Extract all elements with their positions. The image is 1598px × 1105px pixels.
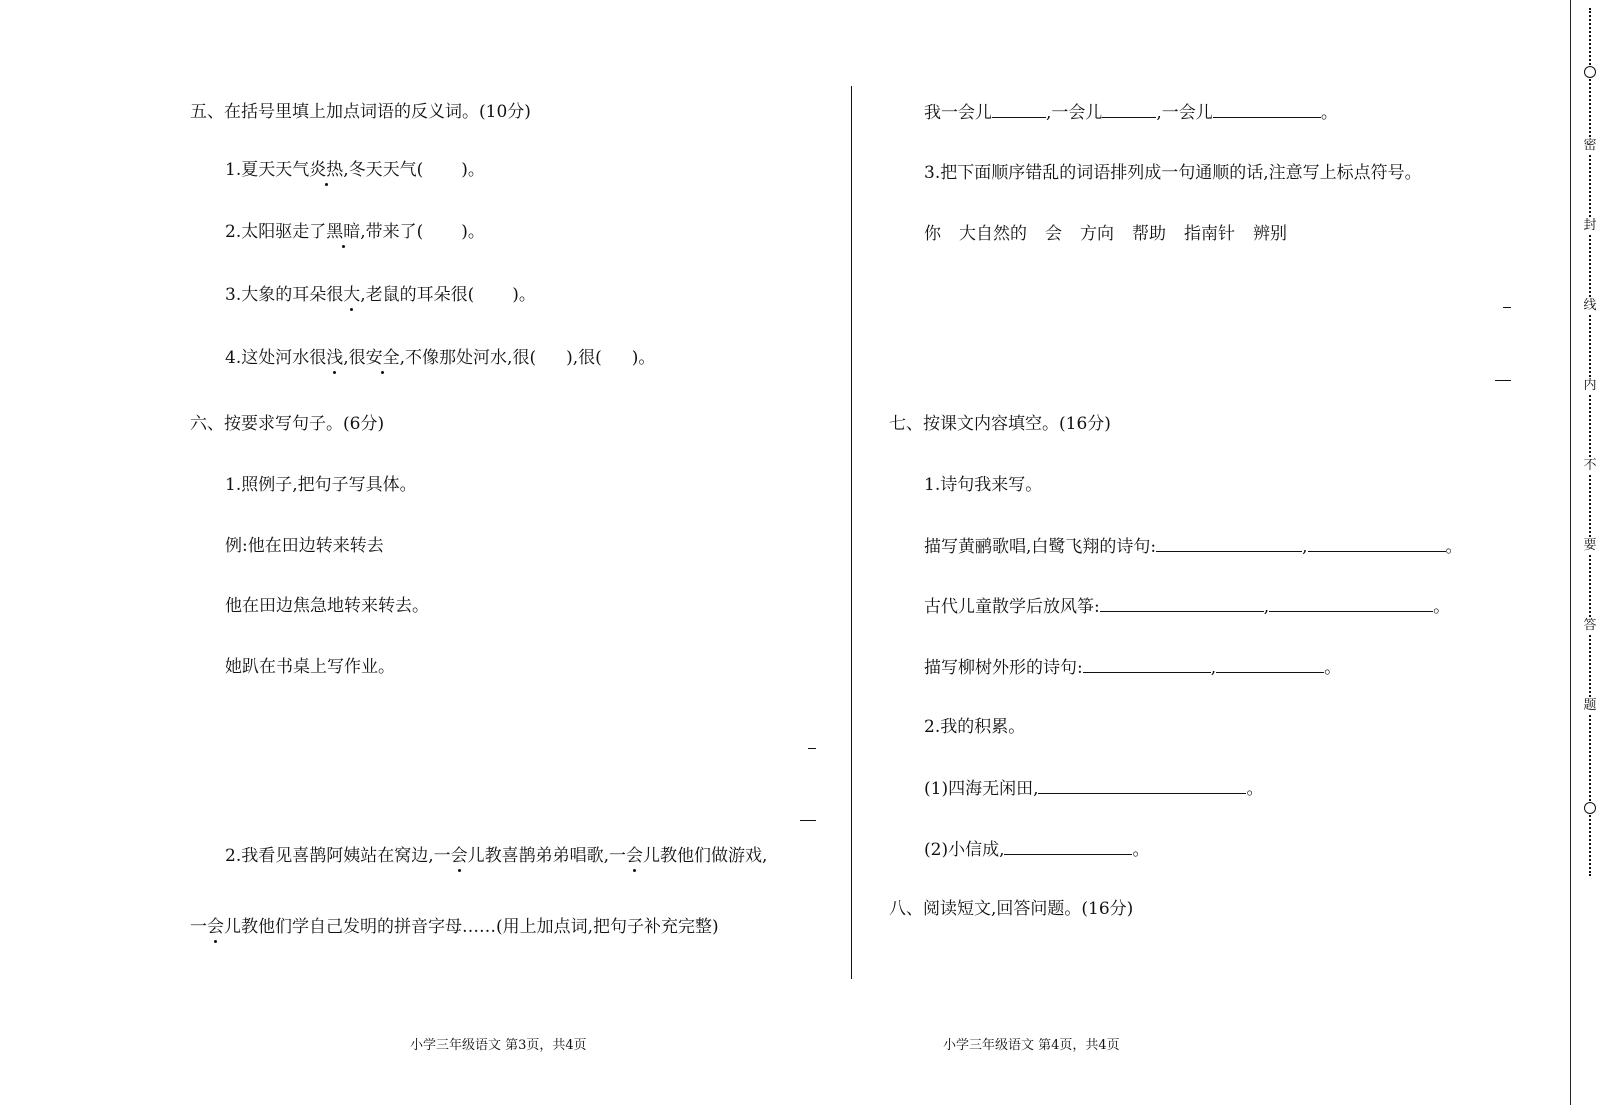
s5-question-1: 1.夏天天气炎热,冬天天气( )。 [225, 160, 485, 180]
answer-line-mark [800, 820, 816, 821]
dotted-word: 一会儿 [190, 917, 241, 937]
answer-blank[interactable] [1308, 535, 1446, 552]
binding-char: 题 [1580, 698, 1598, 714]
binding-edge-line [1570, 0, 1571, 1105]
answer-line-mark [1503, 307, 1511, 308]
dotted-word: 一会儿 [433, 846, 485, 866]
answer-blank[interactable] [1269, 595, 1433, 612]
s6-q2-line2: 一会儿教他们学自己发明的拼音字母……(用上加点词,把句子补充完整) [190, 917, 719, 937]
dotted-word: 一会儿 [609, 846, 661, 866]
s7-q1-title: 1.诗句我来写。 [924, 475, 1043, 495]
binding-char: 内 [1580, 378, 1598, 394]
word: 你 [924, 224, 941, 244]
answer-blank[interactable] [1100, 595, 1264, 612]
answer-blank[interactable] [1083, 656, 1211, 673]
binding-char: 不 [1580, 458, 1598, 474]
binding-char: 线 [1580, 298, 1598, 314]
answer-line-mark [1495, 380, 1511, 381]
poem-line-3: 描写柳树外形的诗句: , 。 [924, 658, 1342, 678]
s6-q2-line1: 2.我看见喜鹊阿姨站在窝边,一会儿教喜鹊弟弟唱歌,一会儿教他们做游戏, [225, 846, 768, 866]
binding-char: 答 [1580, 618, 1598, 634]
answer-blank[interactable] [1004, 838, 1132, 855]
accumulation-1: (1)四海无闲田, 。 [924, 779, 1264, 799]
dotted-word: 安全 [365, 348, 400, 368]
s5-question-2: 2.太阳驱走了黑暗,带来了( )。 [225, 222, 485, 242]
dotted-word: 黑暗 [326, 222, 361, 242]
poem-line-2: 古代儿童散学后放风筝: , 。 [924, 597, 1451, 617]
binding-char: 封 [1580, 218, 1598, 234]
answer-blank[interactable] [1102, 101, 1156, 118]
fill-line: 我一会儿 ,一会儿 ,一会儿 。 [924, 103, 1338, 123]
answer-blank[interactable] [1213, 101, 1321, 118]
binding-hole-circle [1584, 66, 1596, 78]
column-divider [851, 86, 852, 979]
page-footer-right: 小学三年级语文 第4页，共4页 [943, 1038, 1120, 1053]
s6-prompt: 她趴在书桌上写作业。 [225, 657, 395, 677]
s5-question-3: 3.大象的耳朵很大,老鼠的耳朵很( )。 [225, 285, 536, 305]
s5-question-4: 4.这处河水很浅,很安全,不像那处河水,很( ),很( )。 [225, 348, 656, 368]
answer-blank[interactable] [1038, 777, 1246, 794]
dotted-word: 大 [343, 285, 361, 305]
binding-char: 密 [1580, 138, 1598, 154]
s6-example-answer: 他在田边焦急地转来转去。 [225, 596, 429, 616]
accumulation-2: (2)小信成, 。 [924, 840, 1150, 860]
poem-line-1: 描写黄鹂歌唱,白鹭飞翔的诗句: , 。 [924, 537, 1463, 557]
scrambled-words [924, 223, 1287, 245]
s6-q1-title: 1.照例子,把句子写具体。 [225, 475, 417, 495]
binding-char: 要 [1580, 538, 1598, 554]
page-footer-left: 小学三年级语文 第3页，共4页 [410, 1038, 587, 1053]
section6-title: 六、按要求写句子。(6分) [190, 414, 385, 434]
s7-q2-title: 2.我的积累。 [924, 717, 1026, 737]
word: 指南针 [1184, 224, 1235, 244]
word: 帮助 [1132, 224, 1166, 244]
s6-example-label: 例:他在田边转来转去 [225, 536, 384, 556]
answer-blank[interactable] [1216, 656, 1324, 673]
section5-title: 五、在括号里填上加点词语的反义词。(10分) [190, 102, 531, 122]
word: 辨别 [1253, 224, 1287, 244]
dotted-word: 浅 [326, 348, 344, 368]
answer-line-mark [808, 748, 816, 749]
answer-blank[interactable] [992, 101, 1046, 118]
word: 方向 [1080, 224, 1114, 244]
section7-title: 七、按课文内容填空。(16分) [889, 414, 1111, 434]
q3-title: 3.把下面顺序错乱的词语排列成一句通顺的话,注意写上标点符号。 [924, 163, 1422, 183]
answer-blank[interactable] [1156, 535, 1302, 552]
dotted-word: 炎热 [309, 160, 344, 180]
section8-title: 八、阅读短文,回答问题。(16分) [889, 899, 1134, 919]
word: 会 [1045, 224, 1062, 244]
binding-hole-circle [1584, 802, 1596, 814]
word: 大自然的 [959, 224, 1027, 244]
